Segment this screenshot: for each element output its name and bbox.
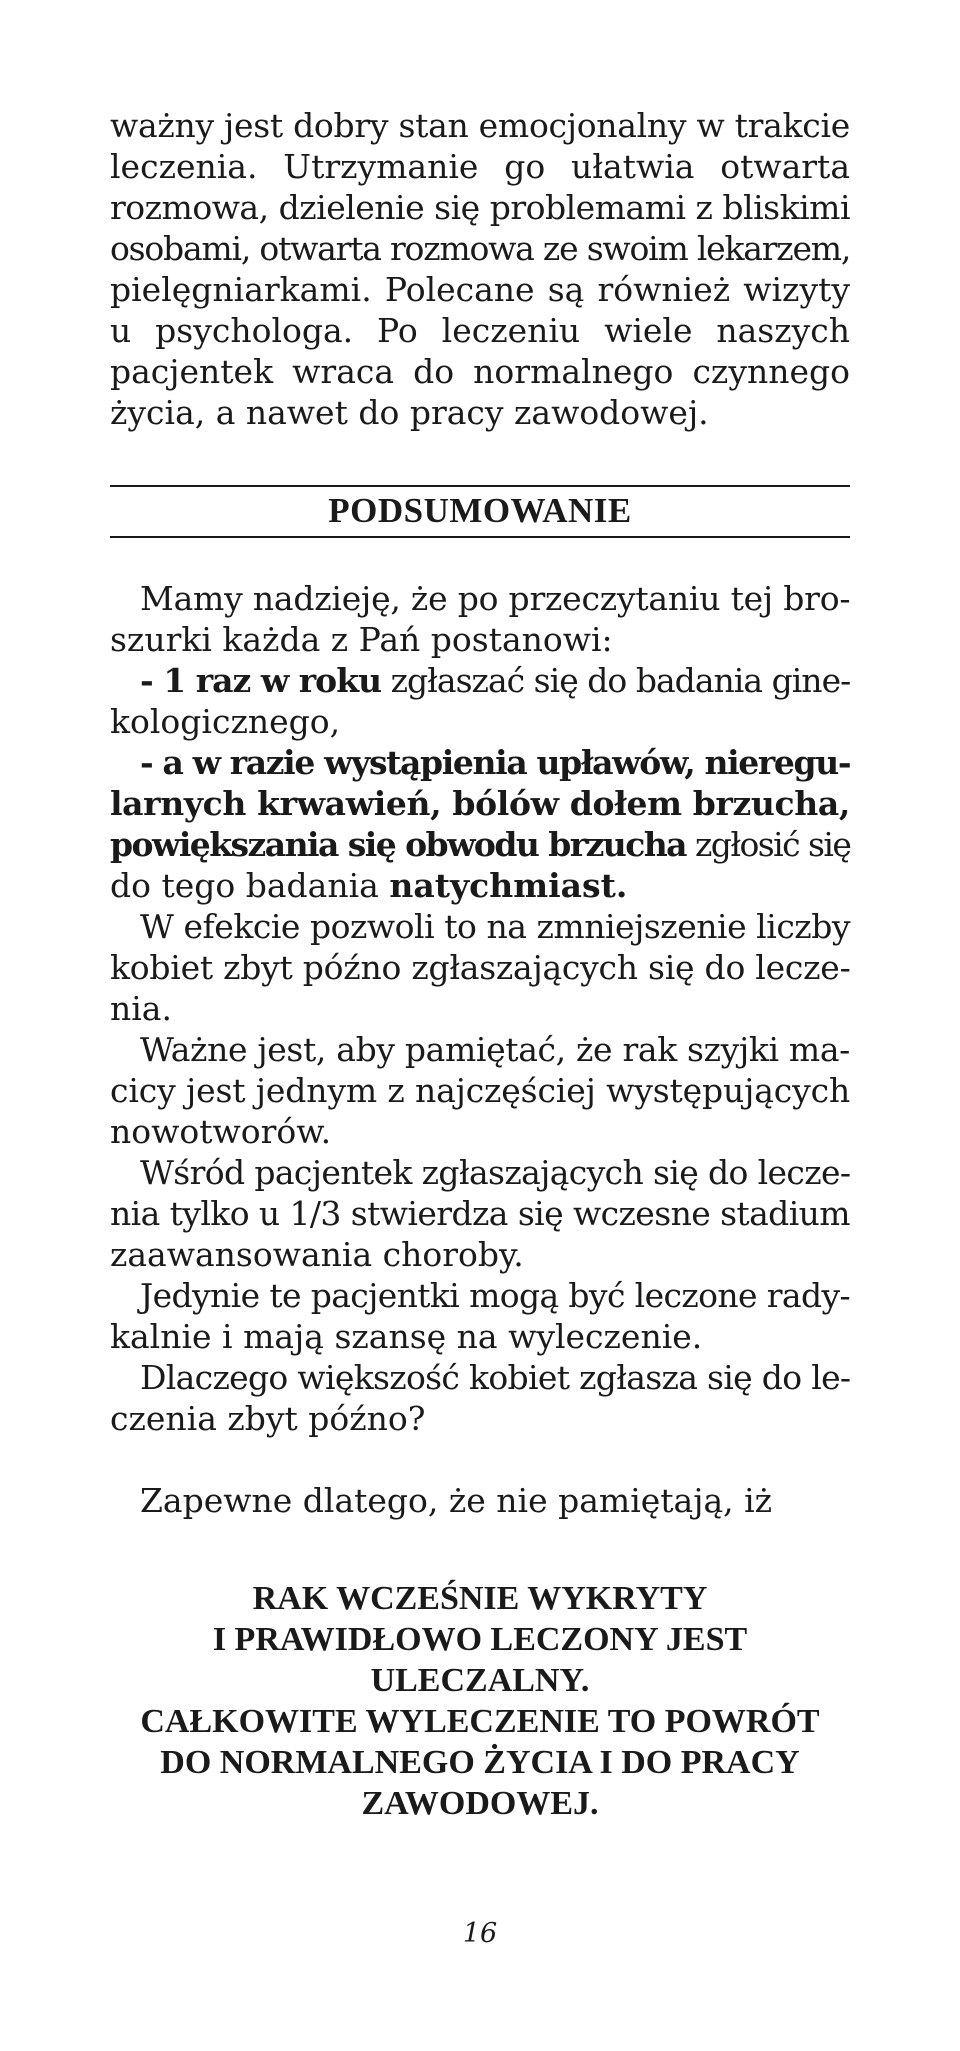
heading-rule-top (110, 485, 850, 487)
text-line: czenia zbyt późno? (110, 1399, 426, 1438)
bold-phrase: powiększania się obwodu brzucha (110, 825, 687, 864)
spacer (110, 1439, 850, 1480)
closing-line: CAŁKOWITE WYLECZENIE TO POWRÓT (140, 1703, 820, 1740)
text-line: nia tylko u 1/3 stwierdza się wczesne stadium (110, 1194, 850, 1233)
text-line: Mamy nadzieję, że po przeczytaniu tej bro- (140, 579, 851, 618)
section-heading: PODSUMOWANIE (328, 491, 632, 530)
text-line: nia. (110, 989, 172, 1028)
text-line (110, 824, 850, 865)
text-line: u psychologa. Po leczeniu wiele naszych (110, 311, 850, 350)
heading-rule-bottom (110, 536, 850, 538)
text-line: szurki każda z Pań postanowi: (110, 620, 613, 659)
text-line: pacjentek wraca do normalnego czynnego (110, 352, 850, 391)
text-line: życia, a nawet do pracy zawodowej. (110, 393, 709, 432)
closing-line: ULECZALNY. (370, 1662, 590, 1699)
text-line (110, 660, 850, 701)
text-line: pielęgniarkami. Polecane są również wizyty (110, 270, 850, 309)
text-line: kologicznego, (110, 702, 341, 741)
text-line: kalnie i mają szansę na wyleczenie. (110, 1317, 703, 1356)
summary-section (110, 578, 850, 1521)
text-line: rozmowa, dzielenie się problemami z bliskimi (110, 188, 850, 227)
text-line (110, 742, 850, 783)
closing-line: DO NORMALNEGO ŻYCIA I DO PRACY (160, 1744, 800, 1781)
page-number: 16 (462, 1918, 498, 1949)
text-line: nowotworów. (110, 1112, 332, 1151)
text-line (110, 783, 850, 824)
text-line: zaawansowania choroby. (110, 1235, 524, 1274)
closing-statement (110, 1578, 850, 1824)
bold-phrase: - 1 raz w roku (140, 661, 382, 700)
text-span: do tego badania (110, 866, 390, 905)
closing-line: ZAWODOWEJ. (361, 1785, 599, 1822)
text-span: zgłosić się (686, 825, 851, 864)
text-span: zgłaszać się do badania gine- (381, 661, 851, 700)
text-line: Zapewne dlatego, że nie pamiętają, iż (140, 1481, 773, 1520)
intro-paragraph (110, 105, 850, 433)
text-line: cicy jest jednym z najczęściej występujących (110, 1071, 851, 1110)
text-line: osobami, otwarta rozmowa ze swoim lekarzem, (110, 229, 851, 268)
closing-line: I PRAWIDŁOWO LECZONY JEST (212, 1621, 748, 1658)
text-line (110, 865, 850, 906)
text-line: Wśród pacjentek zgłaszających się do lecze- (140, 1153, 851, 1192)
bold-phrase: natychmiast. (389, 866, 628, 905)
text-line: W efekcie pozwoli to na zmniejszenie liczby (140, 907, 850, 946)
text-line: kobiet zbyt późno zgłaszających się do lecze- (110, 948, 851, 987)
text-line: Dlaczego większość kobiet zgłasza się do le- (140, 1358, 851, 1397)
text-line: Ważne jest, aby pamiętać, że rak szyjki ma- (140, 1030, 850, 1069)
bold-phrase: - a w razie wystąpienia upławów, nieregu- (140, 743, 851, 782)
text-line: Jedynie te pacjentki mogą być leczone rady- (140, 1276, 850, 1315)
closing-line: RAK WCZEŚNIE WYKRYTY (252, 1580, 708, 1617)
text-line: ważny jest dobry stan emocjonalny w trakcie (110, 106, 850, 145)
text-line: leczenia. Utrzymanie go ułatwia otwarta (110, 147, 850, 186)
bold-phrase: larnych krwawień, bólów dołem brzucha, (110, 784, 850, 823)
